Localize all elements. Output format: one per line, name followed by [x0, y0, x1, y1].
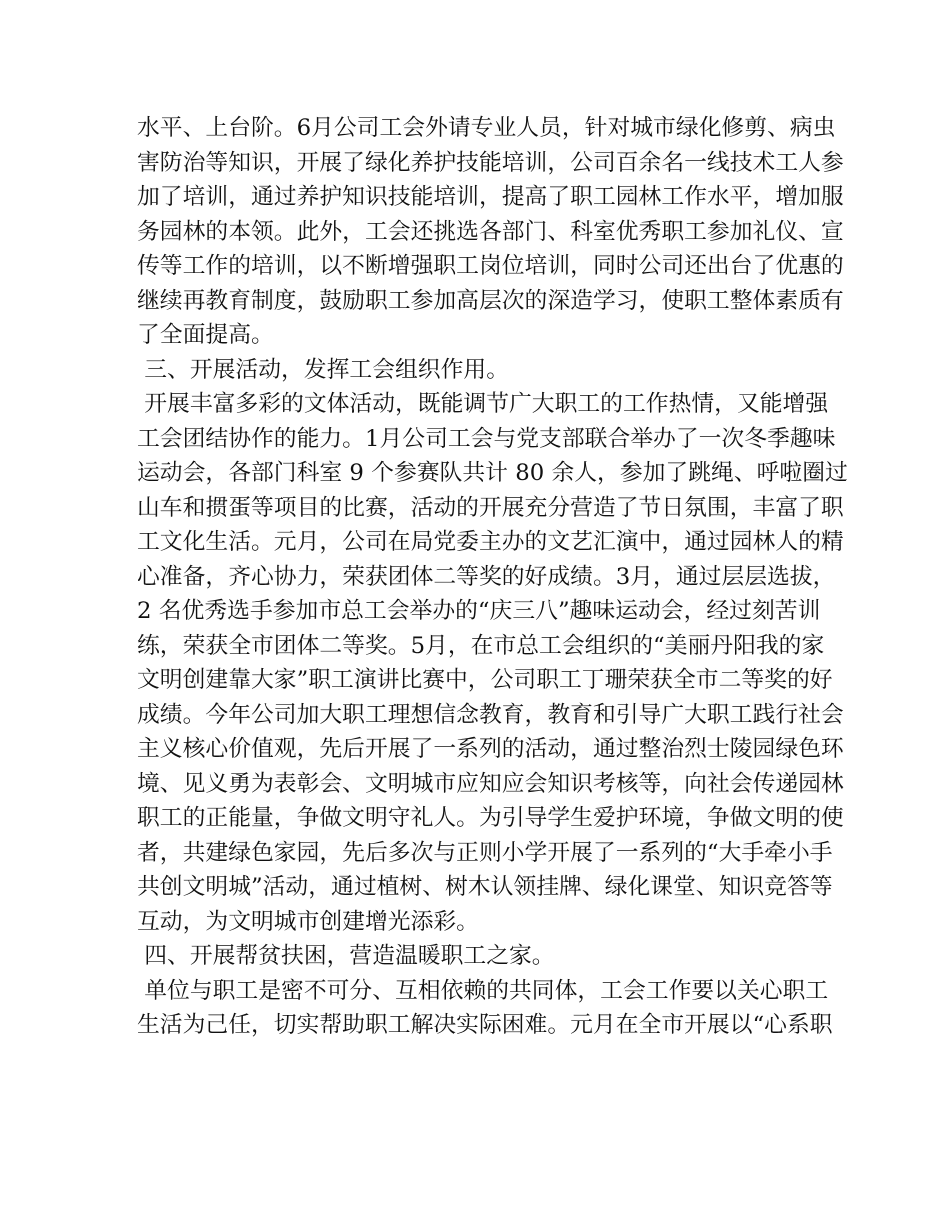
- text-line: 开展丰富多彩的文体活动，既能调节广大职工的工作热情，又能增强: [137, 391, 829, 417]
- text-line: 运动会，各部门科室 9 个参赛队共计 80 余人，参加了跳绳、呼啦圈过: [137, 460, 848, 486]
- text-line: 工会团结协作的能力。1月公司工会与党支部联合举办了一次冬季趣味: [137, 425, 836, 452]
- text-line: 2 名优秀选手参加市总工会举办的“庆三八”趣味运动会，经过刻苦训: [137, 598, 821, 624]
- text-line: 了全面提高。: [137, 322, 274, 348]
- section-heading-3: 三、开展活动，发挥工会组织作用。: [137, 356, 509, 383]
- text-line: 工文化生活。元月，公司在局党委主办的文艺汇演中，通过园林人的精: [137, 529, 844, 555]
- text-line: 水平、上台阶。6月公司工会外请专业人员，针对城市绿化修剪、病虫: [137, 115, 836, 141]
- text-line: 加了培训，通过养护知识技能培训，提高了职工园林工作水平，增加服: [137, 184, 844, 210]
- text-line: 共创文明城”活动，通过植树、树木认领挂牌、绿化课堂、知识竞答等: [137, 874, 833, 900]
- text-line: 继续再教育制度，鼓励职工参加高层次的深造学习，使职工整体素质有: [137, 287, 844, 314]
- text-line: 传等工作的培训，以不断增强职工岗位培训，同时公司还出台了优惠的: [137, 253, 844, 279]
- section-heading-4: 四、开展帮贫扶困，营造温暖职工之家。: [137, 943, 555, 969]
- text-line: 害防治等知识，开展了绿化养护技能培训，公司百余名一线技术工人参: [137, 149, 844, 176]
- text-line: 者，共建绿色家园，先后多次与正则小学开展了一系列的“大手牵小手: [137, 839, 833, 866]
- text-line: 职工的正能量，争做文明守礼人。为引导学生爱护环境，争做文明的使: [137, 805, 844, 831]
- document-body: [137, 111, 848, 1043]
- text-line: 境、见义勇为表彰会、文明城市应知应会知识考核等，向社会传递园林: [137, 770, 844, 797]
- text-line: 主义核心价值观，先后开展了一系列的活动，通过整治烈士陵园绿色环: [137, 736, 844, 762]
- text-line: 务园林的本领。此外，工会还挑选各部门、科室优秀职工参加礼仪、宣: [137, 218, 844, 245]
- text-line: 成绩。今年公司加大职工理想信念教育，教育和引导广大职工践行社会: [137, 701, 844, 728]
- text-line: 练，荣获全市团体二等奖。5月，在市总工会组织的“美丽丹阳我的家: [137, 632, 825, 659]
- text-line: 互动，为文明城市创建增光添彩。: [137, 908, 479, 935]
- text-line: 心准备，齐心协力，荣获团体二等奖的好成绩。3月，通过层层选拔，: [137, 563, 836, 590]
- text-line: 山车和掼蛋等项目的比赛，活动的开展充分营造了节日氛围，丰富了职: [137, 494, 844, 521]
- text-line: 文明创建靠大家”职工演讲比赛中，公司职工丁珊荣获全市二等奖的好: [137, 667, 833, 693]
- text-line: 生活为己任，切实帮助职工解决实际困难。元月在全市开展以“心系职: [137, 1012, 833, 1038]
- text-line: 单位与职工是密不可分、互相依赖的共同体，工会工作要以关心职工: [137, 977, 829, 1004]
